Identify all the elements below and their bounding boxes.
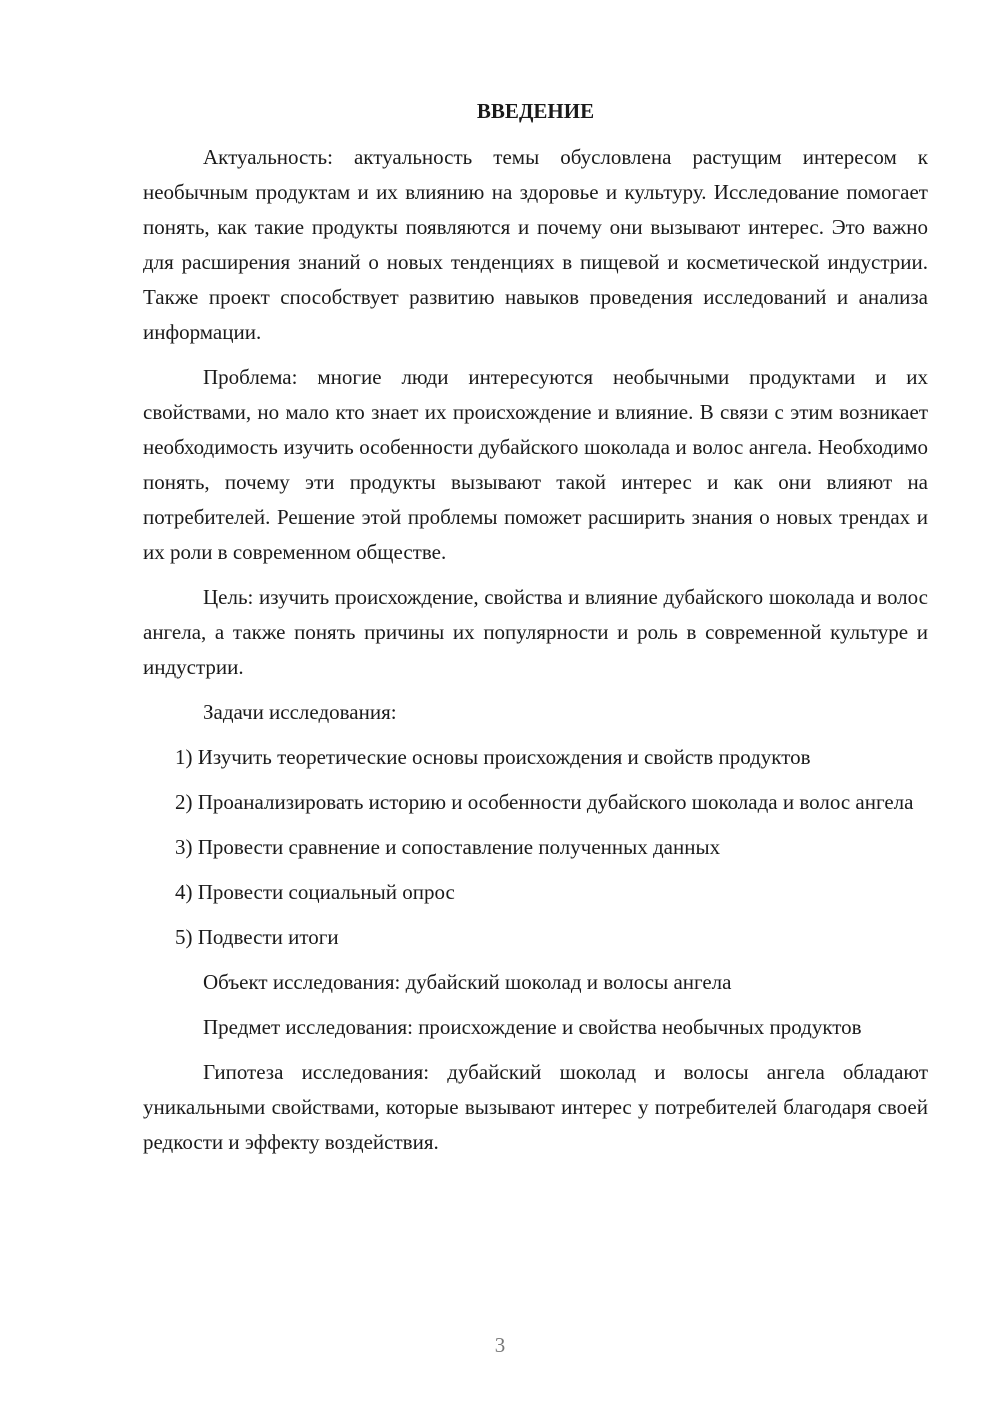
task-item-1: 1) Изучить теоретические основы происхождения и свойств продуктов bbox=[175, 745, 811, 769]
document-page bbox=[143, 96, 928, 1170]
task-item-4: 4) Провести социальный опрос bbox=[175, 880, 455, 904]
task-item-2: 2) Проанализировать историю и особенности дубайского шоколада и волос ангела bbox=[175, 790, 914, 814]
task-item-3: 3) Провести сравнение и сопоставление полученных данных bbox=[175, 835, 721, 859]
section-title: ВВЕДЕНИЕ bbox=[476, 99, 595, 123]
goal-paragraph: Цель: изучить происхождение, свойства и влияние дубайского шоколада и волос ангела, а также понять причины их популярности и роль в современной культуре и индустрии. bbox=[143, 585, 928, 679]
hypothesis-paragraph: Гипотеза исследования: дубайский шоколад и волосы ангела обладают уникальными свойствами, которые вызывают интерес у потребителей благодаря своей редкости и эффекту воздействия. bbox=[143, 1060, 928, 1154]
relevance-paragraph: Актуальность: актуальность темы обусловлена растущим интересом к необычным продуктам и их влиянию на здоровье и культуру. Исследование помогает понять, как такие продукты появляются и почему они вызывают интерес. Это важно для расширения знаний о новых тенденциях в пищевой и косметической индустрии. Также проект способствует развитию навыков проведения исследований и анализа информации. bbox=[143, 145, 928, 344]
tasks-heading: Задачи исследования: bbox=[203, 700, 397, 724]
subject-paragraph: Предмет исследования: происхождение и свойства необычных продуктов bbox=[203, 1015, 862, 1039]
task-item-5: 5) Подвести итоги bbox=[175, 925, 339, 949]
problem-paragraph: Проблема: многие люди интересуются необычными продуктами и их свойствами, но мало кто знает их происхождение и влияние. В связи с этим возникает необходимость изучить особенности дубайского шоколада и волос ангела. Необходимо понять, почему эти продукты вызывают такой интерес и как они влияют на потребителей. Решение этой проблемы поможет расширить знания о новых трендах и их роли в современном обществе. bbox=[143, 365, 928, 564]
page-number: 3 bbox=[494, 1333, 506, 1357]
object-paragraph: Объект исследования: дубайский шоколад и волосы ангела bbox=[203, 970, 732, 994]
